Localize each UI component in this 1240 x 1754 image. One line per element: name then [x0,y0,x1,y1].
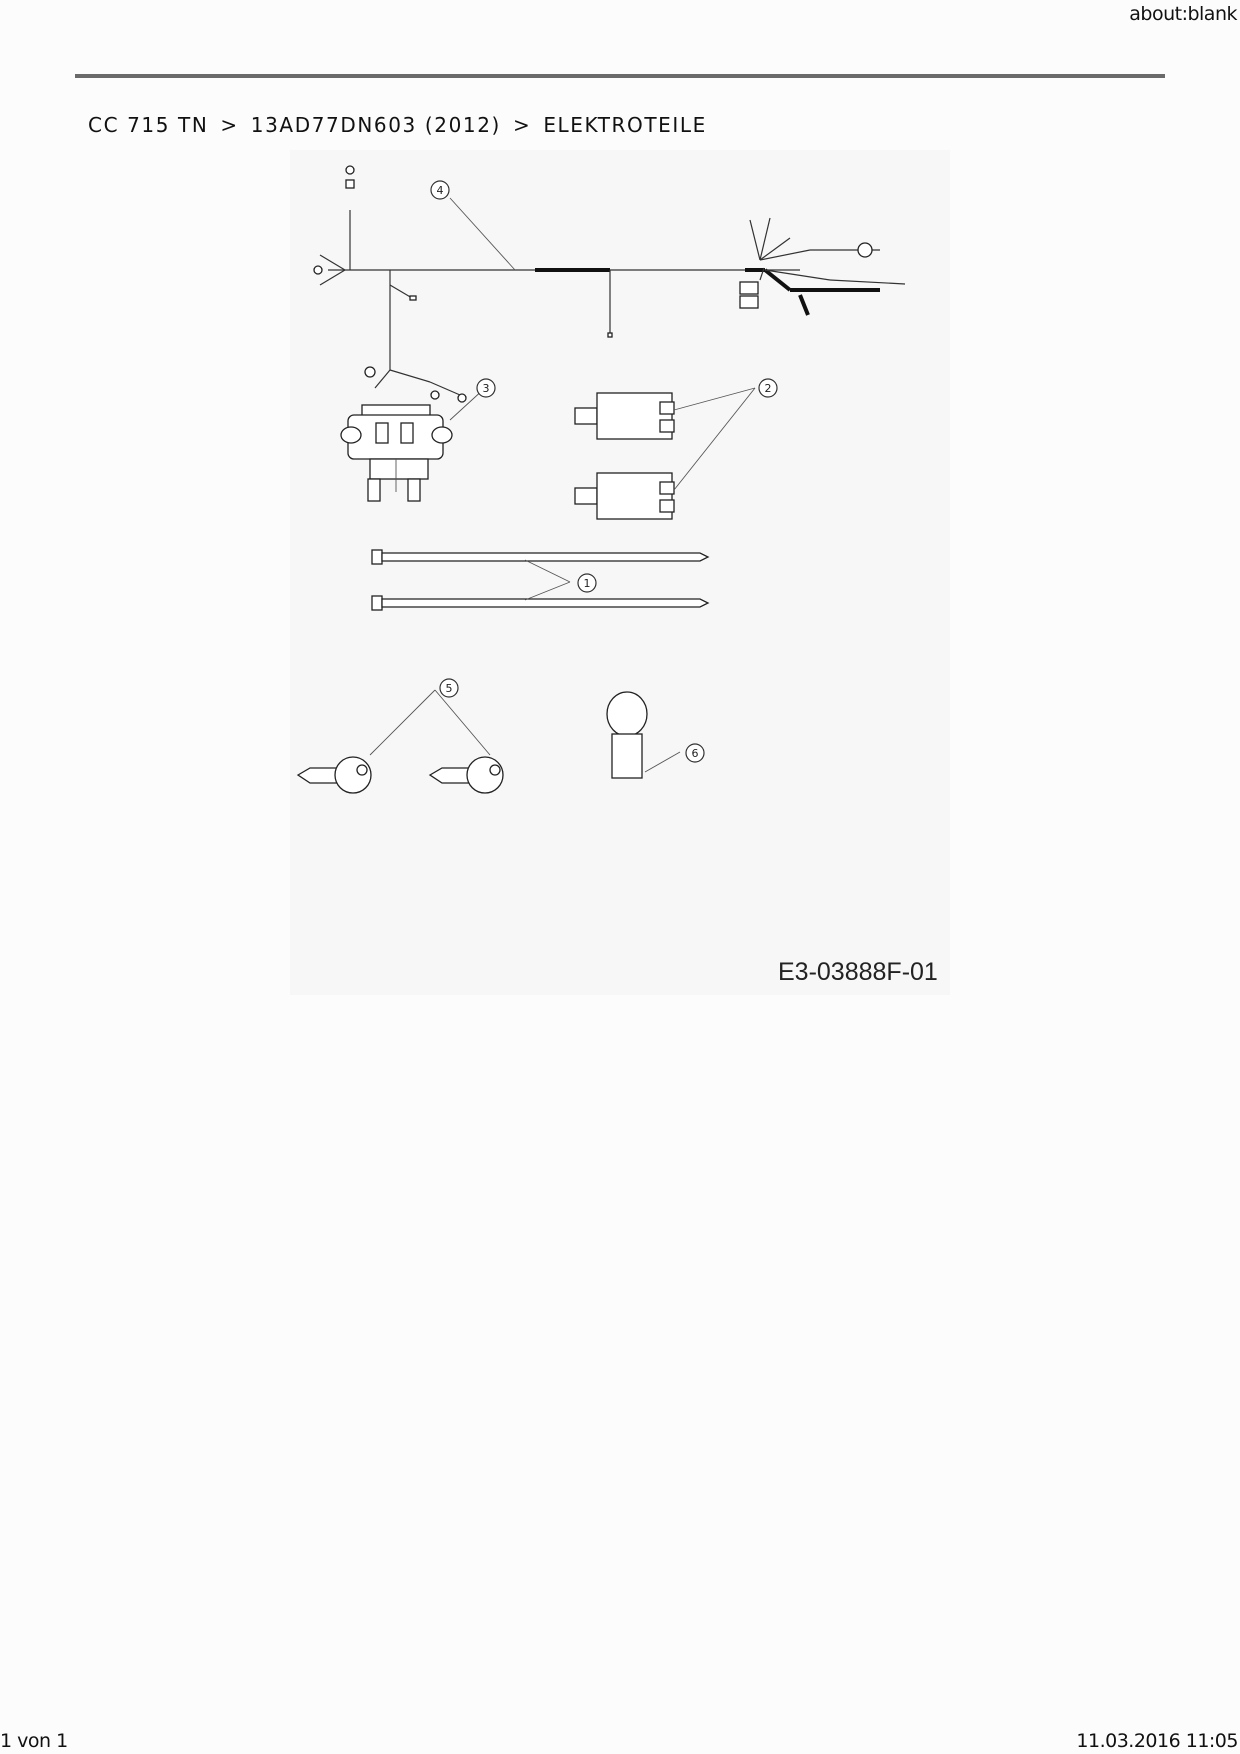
breadcrumb-separator: > [512,113,532,137]
wiring-harness [314,166,905,402]
callout-4-label: 4 [436,184,444,197]
callout-3 [477,379,495,397]
header-rule [75,74,1165,78]
ignition-keys [298,757,503,793]
callout-3-label: 3 [482,382,490,395]
plunger-switches [575,393,674,519]
callout-5-label: 5 [445,682,453,695]
print-timestamp: 11.03.2016 11:05 [1076,1730,1238,1752]
callout-2-label: 2 [764,382,772,395]
callout-6 [686,744,704,762]
breadcrumb [88,113,707,137]
page-count: 1 von 1 [0,1730,68,1752]
parts-diagram-drawing [290,150,950,995]
switch-part [341,405,452,501]
lamp-part [607,692,647,778]
callout-4 [431,181,449,199]
callout-1-label: 1 [583,577,591,590]
cable-ties [372,550,708,610]
callout-1 [578,574,596,592]
breadcrumb-item-model[interactable]: CC 715 TN [88,113,209,137]
callout-5 [440,679,458,697]
callout-6-label: 6 [691,747,699,760]
breadcrumb-separator: > [220,113,239,137]
diagram-code: E3-03888F-01 [778,958,938,986]
parts-diagram [290,150,950,995]
breadcrumb-item-serial[interactable]: 13AD77DN603 (2012) [250,113,501,137]
callout-leaders [370,198,755,772]
breadcrumb-item-current: ELEKTROTEILE [543,113,707,137]
print-header-url: about:blank [1129,3,1237,25]
callout-2 [759,379,777,397]
